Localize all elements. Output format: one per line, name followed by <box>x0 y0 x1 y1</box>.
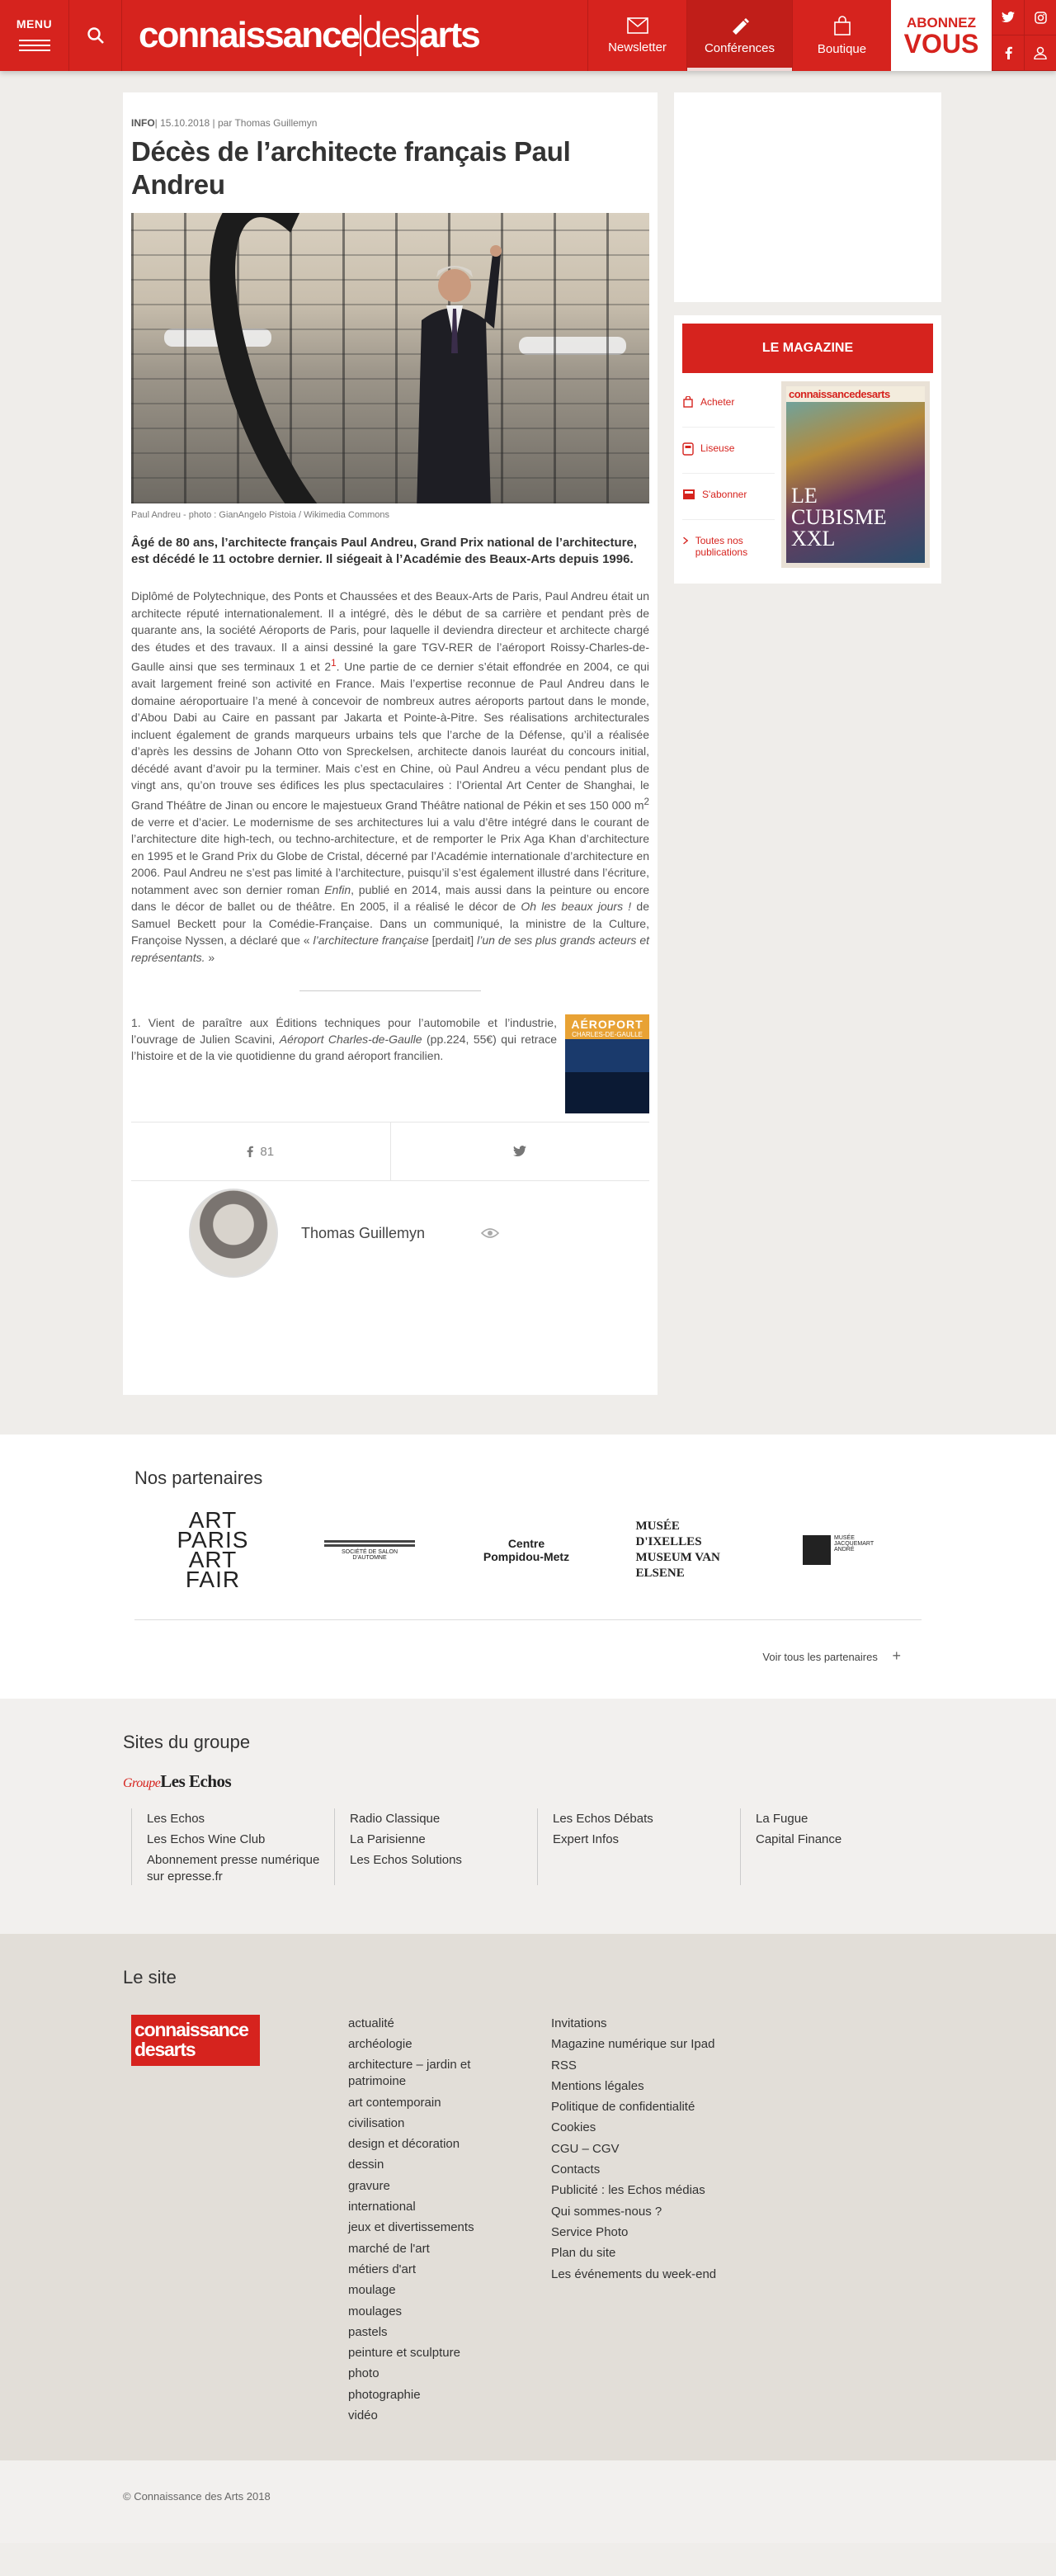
partner-logo-pompidou-metz[interactable] <box>448 1537 605 1563</box>
main-content <box>0 71 1056 1435</box>
group-sites-columns <box>123 1808 1056 1885</box>
category-link[interactable]: design et décoration <box>348 2137 460 2152</box>
search-button[interactable] <box>69 0 122 71</box>
menu-button[interactable] <box>0 0 69 71</box>
footer-logo-line1: connaissance <box>134 2019 248 2040</box>
logo-part1: connaissance <box>139 15 360 55</box>
cover-title-3: XXL <box>791 527 836 551</box>
body-text-4: , publié en 2014, mais aussi dans la peinture ou encore dans le décor de ballet ou de théâtre. En 2005, il a réalisé le décor de <box>131 882 650 914</box>
magazine-cover-art <box>786 386 925 563</box>
menu-label: MENU <box>16 17 53 31</box>
nav-newsletter-label: Newsletter <box>608 40 667 54</box>
category-link[interactable]: civilisation <box>348 2115 405 2130</box>
nav-conferences-label: Conférences <box>704 40 776 55</box>
category-link[interactable]: photo <box>348 2366 380 2381</box>
category-link[interactable]: moulage <box>348 2283 396 2298</box>
cover-title-1: LE <box>791 484 818 508</box>
article-lead: Âgé de 80 ans, l’architecte français Paul Andreu, Grand Prix national de l’architecture, est décédé le 11 octobre dernier. Il siégeait à l’Académie des Beaux-Arts depuis 1996. <box>131 536 637 566</box>
advertisement-slot <box>674 92 941 302</box>
partner-logo-ixelles[interactable] <box>605 1519 761 1581</box>
group-logo-name: Les Echos <box>160 1771 232 1791</box>
page-footer <box>0 2460 1056 2543</box>
magazine-link-label: Liseuse <box>700 442 735 454</box>
group-site-link[interactable]: Abonnement presse numérique sur epresse.fr <box>147 1853 320 1884</box>
nav-newsletter[interactable] <box>587 0 686 71</box>
article-date: | 15.10.2018 <box>154 117 210 129</box>
group-site-link[interactable]: Les Echos Wine Club <box>147 1832 266 1846</box>
group-sites-column <box>334 1808 537 1885</box>
user-icon <box>1034 46 1047 59</box>
subscribe-line2: VOUS <box>903 29 979 59</box>
eye-icon[interactable] <box>481 1227 499 1239</box>
nav-conferences[interactable] <box>686 0 792 71</box>
category-link[interactable]: vidéo <box>348 2408 378 2423</box>
pen-icon <box>730 17 750 35</box>
group-site-link[interactable]: La Fugue <box>756 1812 808 1826</box>
body-text-1: Diplômé de Polytechnique, des Ponts et Chaussées et des Beaux-Arts de Paris, Paul Andreu était un architecte réputé internationalement. Il a intégré, dès le début de sa carrière et pendant près de quarante ans, la société Aéroports de Paris, pour laquelle il deviendra directeur et architecte chargé des études et des travaux. Il a ainsi dessiné la gare TGV-RER de l’aéroport Roissy-Charles-de-Gaulle ainsi que ses terminaux 1 et 2 <box>131 589 649 674</box>
nav-boutique[interactable] <box>792 0 891 71</box>
category-link[interactable]: gravure <box>348 2178 390 2193</box>
body-emphasis-3: l’architecture française <box>313 934 429 948</box>
subscribe-icon <box>682 489 695 500</box>
partner-logo-text: ART PARIS ART FAIR <box>177 1507 249 1592</box>
cover-logo: connaissancedesarts <box>786 386 925 402</box>
nav-boutique-label: Boutique <box>817 41 867 56</box>
magazine-link-label: Toutes nos publications <box>695 535 748 558</box>
les-echos-group-logo[interactable] <box>123 1771 1056 1792</box>
logo-part3: arts <box>418 15 479 55</box>
info-links <box>551 2013 757 2285</box>
partner-logo-salon-automne[interactable] <box>291 1540 448 1561</box>
account-link[interactable] <box>1024 35 1056 71</box>
info-link[interactable]: Mentions légales <box>551 2078 644 2093</box>
partners-divider <box>134 1619 922 1620</box>
twitter-share-button[interactable] <box>390 1123 650 1180</box>
group-site-link[interactable]: Les Echos Solutions <box>350 1853 462 1867</box>
group-site-link[interactable]: Expert Infos <box>553 1832 620 1846</box>
partners-section <box>0 1435 1056 1699</box>
subscribe-line1: ABONNEZ <box>906 15 977 31</box>
category-link[interactable]: marché de l'art <box>348 2241 430 2256</box>
partner-logo-text: SOCIÉTÉ DE SALON D'AUTOMNE <box>324 1540 415 1561</box>
magazine-links <box>682 381 781 568</box>
architect-figure <box>403 238 502 503</box>
body-emphasis-1: Enfin <box>324 882 351 896</box>
article-photo <box>131 213 649 503</box>
body-text-5: de Samuel Beckett pour la Comédie-Française. Dans un communiqué, la ministre de la Culture, Françoise Nyssen, a déclaré que « <box>131 900 649 948</box>
footnote-link[interactable]: 1 <box>331 658 337 669</box>
group-site-link[interactable]: Radio Classique <box>350 1812 441 1826</box>
plus-icon: + <box>892 1647 901 1664</box>
body-emphasis-2: Oh les beaux jours ! <box>521 900 632 914</box>
partners-title: Nos partenaires <box>134 1468 263 1488</box>
footnote-emphasis: Aéroport Charles-de-Gaulle <box>279 1033 422 1047</box>
magazine-link-subscribe[interactable] <box>682 474 775 520</box>
logo-part2: des <box>360 15 418 56</box>
category-link[interactable]: métiers d'art <box>348 2262 417 2276</box>
group-sites-title: Sites du groupe <box>123 1732 251 1752</box>
copyright-text: © Connaissance des Arts 2018 <box>123 2490 271 2503</box>
cover-title-2: CUBISME <box>791 505 887 529</box>
body-superscript: 2 <box>644 796 649 807</box>
site-links-section <box>0 1934 1056 2460</box>
subscribe-button[interactable] <box>891 0 992 71</box>
facebook-icon <box>1005 46 1012 59</box>
author-box <box>131 1181 649 1285</box>
group-logo-prefix: Groupe <box>123 1776 161 1790</box>
info-link[interactable]: Service Photo <box>551 2224 629 2239</box>
info-link[interactable]: Qui sommes-nous ? <box>551 2204 662 2219</box>
site-logo[interactable] <box>122 0 587 71</box>
article-author-line: | par Thomas Guillemyn <box>212 117 318 129</box>
article-body <box>131 588 649 966</box>
info-link[interactable]: Plan du site <box>551 2246 616 2261</box>
site-section-title: Le site <box>123 1967 177 1988</box>
magazine-widget <box>674 315 941 584</box>
cart-icon <box>682 396 694 408</box>
category-link[interactable]: archéologie <box>348 2037 412 2052</box>
magazine-body <box>682 381 933 568</box>
category-link[interactable]: moulages <box>348 2304 403 2318</box>
photo-caption: Paul Andreu - photo : GianAngelo Pistoia / Wikimedia Commons <box>131 510 390 520</box>
hamburger-icon <box>19 36 50 54</box>
footnote <box>131 1014 649 1113</box>
category-link[interactable]: photographie <box>348 2387 421 2402</box>
category-link[interactable]: art contemporain <box>348 2095 441 2110</box>
category-link[interactable]: peinture et sculpture <box>348 2346 460 2361</box>
info-link[interactable]: Cookies <box>551 2120 596 2135</box>
facebook-link[interactable] <box>992 35 1024 71</box>
magazine-link-label: Acheter <box>700 396 735 408</box>
site-header <box>0 0 1056 71</box>
magazine-cover[interactable] <box>781 381 930 568</box>
facebook-icon <box>247 1146 253 1157</box>
article-category[interactable]: INFO <box>131 117 155 129</box>
chevron-right-icon <box>682 535 689 546</box>
info-link[interactable]: Politique de confidentialité <box>551 2100 695 2115</box>
section-divider <box>299 990 481 991</box>
magazine-link-buy[interactable] <box>682 381 775 428</box>
twitter-link[interactable] <box>992 0 1024 35</box>
magazine-title: LE MAGAZINE <box>682 324 933 373</box>
twitter-icon <box>513 1146 526 1157</box>
share-bar <box>131 1122 649 1181</box>
author-name[interactable]: Thomas Guillemyn <box>301 1224 426 1241</box>
magazine-link-label: S'abonner <box>702 489 747 500</box>
category-links <box>348 2013 513 2426</box>
magazine-link-reader[interactable] <box>682 428 775 474</box>
body-text-6: [perdait] <box>428 934 478 948</box>
facebook-share-count: 81 <box>260 1144 275 1159</box>
partner-logo-text: MUSÉE D'IXELLES MUSEUM VAN ELSENE <box>635 1520 720 1580</box>
article <box>123 92 658 1395</box>
group-sites-section <box>0 1699 1056 1934</box>
partner-logo-text: Centre Pompidou-Metz <box>483 1537 570 1563</box>
bag-icon <box>833 16 851 35</box>
partner-logos <box>134 1509 1056 1591</box>
group-site-link[interactable]: Capital Finance <box>756 1832 842 1846</box>
all-partners-label: Voir tous les partenaires <box>762 1651 878 1663</box>
category-link[interactable]: international <box>348 2200 416 2214</box>
article-title: Décès de l’architecte français Paul Andreu <box>131 136 571 200</box>
category-link[interactable]: pastels <box>348 2324 388 2339</box>
book-subtitle: CHARLES-DE-GAULLE <box>572 1031 643 1039</box>
info-link[interactable]: Publicité : les Echos médias <box>551 2183 705 2198</box>
group-site-link[interactable]: Les Echos Débats <box>553 1812 653 1826</box>
search-icon <box>87 26 105 45</box>
footer-logo[interactable] <box>131 2015 260 2066</box>
instagram-link[interactable] <box>1024 0 1056 35</box>
category-link[interactable]: architecture – jardin et patrimoine <box>348 2057 471 2088</box>
footnote-text <box>131 1014 557 1113</box>
author-avatar[interactable] <box>189 1189 278 1278</box>
social-links <box>992 0 1056 71</box>
info-link[interactable]: CGU – CGV <box>551 2141 620 2156</box>
instagram-icon <box>1035 12 1047 24</box>
book-title: AÉROPORT <box>571 1018 644 1032</box>
all-partners-link[interactable] <box>762 1647 901 1665</box>
category-link[interactable]: jeux et divertissements <box>348 2220 474 2235</box>
body-text-7: » <box>205 950 215 964</box>
envelope-icon <box>627 17 648 34</box>
info-link[interactable]: Contacts <box>551 2162 601 2177</box>
group-sites-column <box>131 1808 334 1885</box>
cover-title <box>791 485 887 550</box>
info-link[interactable]: Les événements du week-end <box>551 2266 717 2281</box>
category-link[interactable]: actualité <box>348 2016 394 2030</box>
body-emphasis-4: l’un de ses plus grands acteurs et représentants. <box>131 934 649 964</box>
reader-icon <box>682 442 694 456</box>
body-text-3: de verre et d’acier. Le modernisme de ses architectures lui a valu d’être intégré dans le courant de l’architecture dite high-tech, ou techno-architecture, et de remporter le Prix Aga Khan d’architecture en 1995 et le Grand Prix du Globe de Cristal, décerné par l’Académie internationale d’architecture en 2006. Paul Andreu ne s’est pas limité à l’architecture, puisqu’il s’est également illustré dans l’écriture, notamment avec son dernier roman <box>131 815 649 896</box>
info-link[interactable]: RSS <box>551 2058 577 2073</box>
footnote-text-2: (pp.224, 55€) qui retrace l’histoire et de la vie quotidienne du grand aéroport francilien. <box>131 1033 557 1063</box>
group-site-link[interactable]: La Parisienne <box>350 1832 426 1846</box>
article-meta <box>131 117 649 129</box>
partner-logo-text: MUSÉE JACQUEMART ANDRÉ <box>803 1535 877 1565</box>
magazine-link-all[interactable] <box>682 520 775 566</box>
info-link[interactable]: Magazine numérique sur Ipad <box>551 2037 715 2052</box>
group-sites-column <box>537 1808 740 1885</box>
group-site-link[interactable]: Les Echos <box>147 1812 205 1826</box>
partner-logo-art-paris[interactable] <box>134 1507 291 1592</box>
book-cover[interactable] <box>565 1014 649 1113</box>
info-link[interactable]: Invitations <box>551 2016 607 2030</box>
body-text-2: . Une partie de ce dernier s’était effondrée en 2004, ce qui avait largement freiné son activité en France. Mais l’expertise reconnue de Paul Andreu dans le domaine aéroportuaire l’a mené à concevoir de nombreux autres aéroports partout dans le monde, d’Abou Dabi au Caire en passant par Jakarta et Pointe-à-Pitre. Ses réalisations architecturales incluent également de grands marqueurs urbains tels que l’arche de la Défense, qu’il a réalisée d’après les dessins de Johann Otto von Spreckelsen, architecte danois lauréat du concours initial, décédé avant d’avoir pu la terminer. Mais c’est en Chine, où Paul Andreu a vécu pendant plus de vingt ans, qu’on trouve ses édifices les plus spectaculaires : l’Oriental Art Center de Shanghai, le Grand Théâtre de Jinan ou encore le majestueux Grand Théâtre national de Pékin et ses 150 000 m <box>131 659 649 812</box>
group-sites-column <box>740 1808 943 1885</box>
footnote-text-1: 1. Vient de paraître aux Éditions techniques pour l’automobile et l’industrie, l’ouvrage de Julien Scavini, <box>131 1016 557 1047</box>
footer-logo-line2: desarts <box>134 2039 196 2060</box>
twitter-icon <box>1002 12 1015 23</box>
facebook-share-button[interactable] <box>131 1123 390 1180</box>
partner-logo-jacquemart[interactable] <box>761 1535 918 1565</box>
category-link[interactable]: dessin <box>348 2158 384 2172</box>
